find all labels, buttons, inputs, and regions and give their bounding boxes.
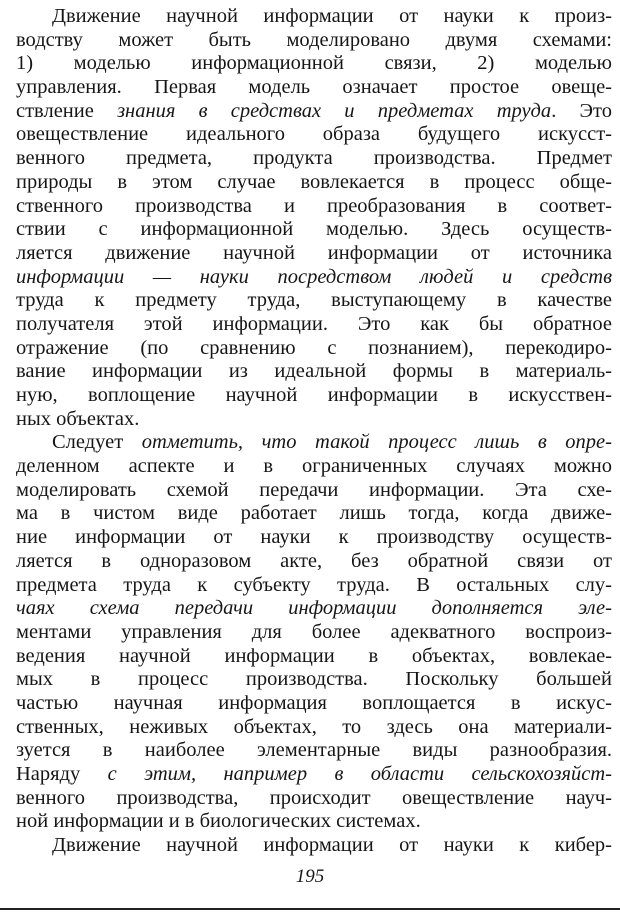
text-line <box>16 52 612 76</box>
text-line <box>16 455 612 479</box>
text-line <box>16 668 612 692</box>
text-line <box>16 218 612 242</box>
text-line <box>16 621 612 645</box>
text-segment: ной информации и в биологических системах. <box>16 810 421 833</box>
text-segment: деленном аспекте и в ограниченных случаях можно <box>16 455 612 478</box>
text-line <box>16 692 612 716</box>
text-line <box>16 834 612 858</box>
italic-text: отметить, что такой процесс лишь в опре- <box>141 431 612 454</box>
text-line <box>16 360 612 384</box>
italic-text: знания в средствах и предметах труда <box>117 99 552 122</box>
text-line <box>16 266 612 290</box>
text-segment: предмета труда к субъекту труда. В остальных слу- <box>16 573 612 596</box>
text-line <box>16 5 612 29</box>
text-segment: труда к предмету труда, выступающему в качестве <box>16 289 612 312</box>
text-line <box>16 479 612 503</box>
page-number: 195 <box>295 866 325 887</box>
text-segment: вание информации из идеальной формы в материаль- <box>16 360 612 383</box>
text-line <box>16 597 612 621</box>
text-line <box>16 810 612 834</box>
text-line <box>16 289 612 313</box>
text-line <box>16 171 612 195</box>
text-line <box>16 29 612 53</box>
text-segment: ведения научной информации в объектах, вовлекае- <box>16 644 612 667</box>
italic-text: информации — науки посредством людей и средств <box>16 265 612 288</box>
text-segment: природы в этом случае вовлекается в процесс обще- <box>16 170 612 193</box>
text-line <box>16 76 612 100</box>
text-segment: моделировать схемой передачи информации. Эта схе- <box>16 478 612 501</box>
text-line <box>16 716 612 740</box>
text-line <box>16 574 612 598</box>
text-segment: ние информации от науки к производству осуществ- <box>16 526 612 549</box>
text-segment: управления. Первая модель означает простое овеще- <box>16 76 612 99</box>
text-line <box>16 739 612 763</box>
text-segment: водству может быть моделировано двумя схемами: <box>16 28 612 51</box>
text-line <box>16 763 612 787</box>
text-line <box>16 123 612 147</box>
text-segment: ственного производства и преобразования в соответ- <box>16 194 612 217</box>
text-segment: Следует <box>52 431 142 454</box>
page-body-text <box>16 5 612 858</box>
text-segment: зуется в наиболее элементарные виды разнообразия. <box>16 739 612 762</box>
bottom-rule <box>0 908 620 910</box>
text-line <box>16 787 612 811</box>
text-segment: ствии с информационной моделью. Здесь осуществ- <box>16 218 612 241</box>
text-line <box>16 147 612 171</box>
text-line <box>16 242 612 266</box>
text-line <box>16 526 612 550</box>
text-line <box>16 313 612 337</box>
text-segment: частью научная информация воплощается в искус- <box>16 691 612 714</box>
text-line <box>16 408 612 432</box>
text-segment: ляется в одноразовом акте, без обратной связи от <box>16 549 612 572</box>
text-line <box>16 550 612 574</box>
text-segment: . Это <box>551 99 612 122</box>
text-segment: ма в чистом виде работает лишь тогда, когда движе- <box>16 502 612 525</box>
text-segment: венного производства, происходит овеществление науч- <box>16 786 612 809</box>
text-segment: ствление <box>16 99 118 122</box>
text-segment: мых в процесс производства. Поскольку большей <box>16 668 612 691</box>
text-segment: Наряду <box>16 763 108 785</box>
italic-text: с этим, например в области сельскохозяйст- <box>107 763 612 785</box>
text-segment: овеществление идеального образа будущего искусст- <box>16 123 612 146</box>
text-line <box>16 195 612 219</box>
text-line <box>16 384 612 408</box>
italic-text: чаях схема передачи информации дополняется эле- <box>16 597 612 620</box>
text-line <box>16 337 612 361</box>
text-segment: ных объектах. <box>16 407 140 430</box>
text-line <box>16 431 612 455</box>
text-segment: венного предмета, продукта производства. Предмет <box>16 147 612 170</box>
text-line <box>16 645 612 669</box>
text-segment: Движение научной информации от науки к кибер- <box>52 834 612 857</box>
text-segment: ляется движение научной информации от источника <box>16 241 612 264</box>
text-segment: ментами управления для более адекватного воспроиз- <box>16 620 612 643</box>
text-segment: получателя этой информации. Это как бы обратное <box>16 312 612 335</box>
text-segment: 1) моделью информационной связи, 2) моделью <box>16 52 612 75</box>
text-segment: Движение научной информации от науки к произ- <box>52 5 612 27</box>
text-line <box>16 100 612 124</box>
text-segment: ственных, неживых объектах, то здесь она материали- <box>16 715 612 738</box>
text-segment: ную, воплощение научной информации в искусствен- <box>16 384 612 406</box>
text-line <box>16 502 612 526</box>
text-segment: отражение (по сравнению с познанием), перекодиро- <box>16 336 612 359</box>
